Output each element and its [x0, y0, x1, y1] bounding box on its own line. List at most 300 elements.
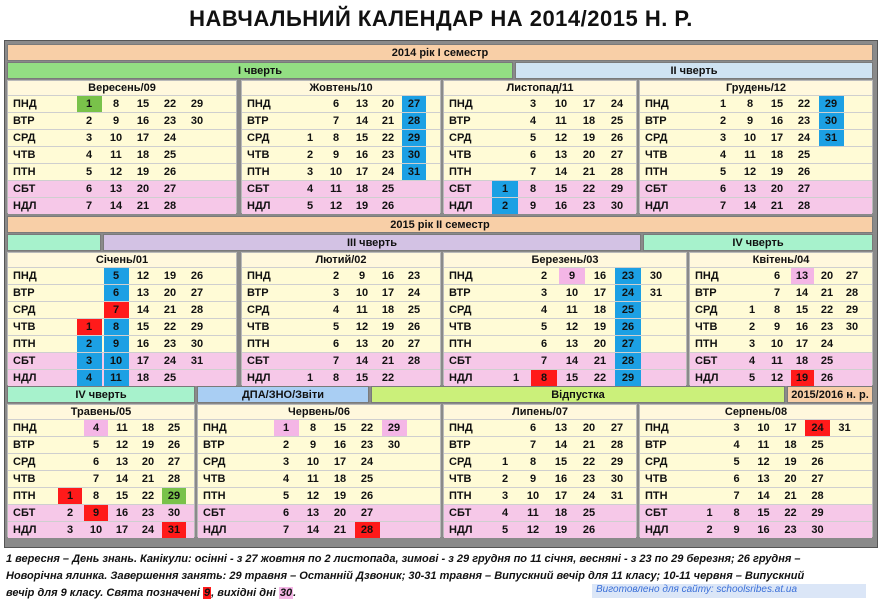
- month-block: [7, 80, 237, 213]
- date-cell: 27: [811, 473, 824, 485]
- date-cell: [697, 454, 722, 470]
- date-cell: [58, 471, 82, 487]
- date-cell: 11: [771, 355, 783, 367]
- week-day-row: [8, 163, 236, 180]
- date-cell: 1: [77, 96, 102, 112]
- date-cell: 19: [163, 270, 177, 282]
- date-cell: 23: [141, 507, 155, 519]
- day-label: НДЛ: [449, 200, 473, 212]
- date-cell: 26: [797, 166, 811, 178]
- date-cell: 21: [784, 490, 797, 502]
- q3-green-segment: [7, 234, 101, 251]
- quarter-1-bar: І чверть: [7, 62, 513, 79]
- date-cell: 7: [719, 200, 727, 212]
- week-day-row: [8, 95, 236, 112]
- date-cell: 27: [610, 422, 624, 434]
- date-cell: [382, 471, 407, 487]
- date-cell: 22: [163, 321, 177, 333]
- date-cell: [77, 268, 102, 284]
- date-cell: 10: [306, 456, 320, 468]
- day-label: ПНД: [13, 422, 37, 434]
- date-cell: 20: [820, 270, 834, 282]
- date-cell: 21: [582, 166, 596, 178]
- day-label: СБТ: [645, 183, 668, 195]
- date-cell: 10: [743, 132, 757, 144]
- day-label: ЧТВ: [695, 321, 718, 333]
- date-cell: 28: [615, 353, 641, 369]
- date-cell: 2: [306, 149, 314, 161]
- date-cell: 20: [381, 338, 395, 350]
- week-day-row: [640, 146, 872, 163]
- day-label: СРД: [449, 456, 472, 468]
- date-cell: 8: [746, 98, 754, 110]
- date-cell: 21: [333, 524, 347, 536]
- date-cell: 6: [92, 456, 100, 468]
- date-cell: 11: [330, 183, 342, 195]
- date-cell: 29: [190, 321, 204, 333]
- week-day-row: [640, 112, 872, 129]
- date-cell: [503, 319, 529, 335]
- date-cell: 16: [554, 473, 568, 485]
- day-label: ЧТВ: [13, 473, 36, 485]
- date-cell: [185, 147, 210, 163]
- week-day-row: [640, 436, 872, 453]
- week-day-row: [198, 419, 440, 436]
- date-cell: 23: [615, 268, 641, 284]
- date-cell: 18: [381, 304, 395, 316]
- semester-1-bar: 2014 рік І семестр: [7, 44, 873, 61]
- day-label: ПНД: [645, 98, 669, 110]
- date-cell: 19: [141, 439, 155, 451]
- week-day-row: [8, 352, 236, 369]
- date-cell: 18: [333, 473, 347, 485]
- date-cell: 10: [526, 490, 540, 502]
- date-cell: 26: [163, 166, 177, 178]
- date-cell: 23: [582, 200, 596, 212]
- date-cell: 16: [381, 270, 395, 282]
- date-cell: [382, 522, 407, 538]
- week-day-row: [444, 470, 636, 487]
- date-cell: 23: [163, 338, 177, 350]
- date-cell: 5: [282, 490, 290, 502]
- date-cell: 12: [329, 200, 343, 212]
- date-cell: 22: [784, 507, 797, 519]
- day-label: СБТ: [13, 355, 36, 367]
- date-cell: 12: [757, 456, 770, 468]
- date-cell: 29: [610, 456, 624, 468]
- quarter-4-bar-second: ІV чверть: [7, 386, 195, 403]
- date-cell: 31: [838, 422, 851, 434]
- date-cell: 11: [307, 473, 319, 485]
- week-day-row: [8, 335, 236, 352]
- date-cell: 3: [719, 132, 727, 144]
- date-cell: 12: [355, 321, 369, 333]
- date-cell: 19: [770, 166, 784, 178]
- date-cell: 30: [190, 115, 204, 127]
- day-label: СРД: [247, 304, 270, 316]
- date-cell: 10: [329, 166, 343, 178]
- date-cell: 20: [593, 338, 607, 350]
- date-cell: 15: [565, 372, 579, 384]
- date-cell: 26: [360, 490, 374, 502]
- date-cell: 17: [333, 456, 347, 468]
- date-cell: [832, 505, 857, 521]
- date-cell: 15: [355, 372, 369, 384]
- date-cell: 22: [797, 98, 811, 110]
- date-cell: 6: [719, 183, 727, 195]
- date-cell: 7: [773, 287, 781, 299]
- day-label: ПТН: [449, 166, 472, 178]
- day-label: ВТР: [449, 439, 471, 451]
- date-cell: 10: [770, 338, 784, 350]
- date-cell: 3: [501, 490, 509, 502]
- date-cell: 28: [845, 287, 859, 299]
- date-cell: 9: [733, 524, 740, 536]
- date-cell: 9: [104, 336, 129, 352]
- date-cell: 2: [540, 270, 548, 282]
- date-cell: 7: [529, 166, 537, 178]
- date-cell: [492, 437, 518, 453]
- date-cell: 4: [501, 507, 509, 519]
- date-cell: 24: [141, 524, 155, 536]
- date-cell: 3: [85, 132, 93, 144]
- date-cell: 31: [190, 355, 204, 367]
- date-cell: 17: [795, 338, 809, 350]
- date-cell: 13: [109, 183, 123, 195]
- date-cell: 24: [582, 490, 596, 502]
- date-cell: 30: [387, 439, 401, 451]
- date-cell: 14: [565, 355, 579, 367]
- date-cell: 30: [819, 113, 844, 129]
- date-cell: 28: [355, 522, 380, 538]
- date-cell: 30: [845, 321, 859, 333]
- week-day-row: [242, 301, 440, 318]
- date-cell: 30: [649, 270, 663, 282]
- day-label: СРД: [13, 304, 36, 316]
- day-label: ЧТВ: [645, 473, 668, 485]
- date-cell: 28: [610, 439, 624, 451]
- week-day-row: [198, 453, 440, 470]
- date-cell: 27: [360, 507, 374, 519]
- week-day-row: [444, 335, 686, 352]
- date-cell: 21: [770, 200, 784, 212]
- date-cell: 9: [112, 115, 120, 127]
- date-cell: 1: [492, 181, 518, 197]
- date-cell: 25: [167, 422, 181, 434]
- date-cell: 19: [333, 490, 347, 502]
- date-cell: 24: [163, 355, 177, 367]
- date-cell: [58, 420, 82, 436]
- week-day-row: [690, 369, 872, 386]
- day-off-sample: 30: [279, 587, 293, 599]
- day-label: ПТН: [449, 490, 472, 502]
- date-cell: 12: [565, 321, 579, 333]
- week-day-row: [8, 487, 194, 504]
- semester-2-bar: 2015 рік ІІ семестр: [7, 216, 873, 233]
- month-block: [443, 404, 637, 537]
- day-label: ПНД: [695, 270, 719, 282]
- date-cell: 11: [527, 507, 539, 519]
- date-cell: 15: [136, 321, 150, 333]
- date-cell: 10: [109, 132, 123, 144]
- week-day-row: [444, 352, 686, 369]
- date-cell: 12: [109, 166, 123, 178]
- date-cell: [492, 147, 518, 163]
- week-day-row: [8, 284, 236, 301]
- date-cell: 23: [784, 524, 797, 536]
- date-cell: 9: [309, 439, 317, 451]
- date-cell: 20: [582, 422, 596, 434]
- date-cell: 3: [733, 422, 740, 434]
- month-title: Вересень/09: [88, 82, 156, 94]
- date-cell: 13: [554, 149, 568, 161]
- date-cell: 20: [784, 473, 797, 485]
- month-title: Грудень/12: [725, 82, 787, 94]
- week-day-row: [8, 470, 194, 487]
- date-cell: 28: [610, 166, 624, 178]
- date-cell: 3: [748, 338, 756, 350]
- date-cell: 28: [811, 490, 824, 502]
- date-cell: 31: [610, 490, 624, 502]
- date-cell: 17: [136, 355, 150, 367]
- month-title: Січень/01: [95, 254, 149, 266]
- month-block: [639, 80, 873, 213]
- notes-line-1: 1 вересня – День знань. Канікули: осінні - з 27 жовтня по 2 листопада, зимові - з 29 грудня по 11 січня, весняні - з 23 по 29 березня; 26 грудня –: [6, 553, 801, 565]
- date-cell: 8: [529, 456, 537, 468]
- week-day-row: [8, 504, 194, 521]
- date-cell: 29: [402, 130, 426, 146]
- date-cell: 15: [333, 422, 347, 434]
- date-cell: 24: [381, 166, 395, 178]
- week-day-row: [242, 180, 440, 197]
- date-cell: 5: [540, 321, 548, 333]
- month-block: [197, 404, 441, 537]
- month-title: Лютий/02: [315, 254, 367, 266]
- date-cell: 19: [554, 524, 568, 536]
- week-day-row: [690, 352, 872, 369]
- date-cell: 3: [332, 287, 340, 299]
- date-cell: 15: [136, 98, 150, 110]
- week-day-row: [8, 521, 194, 538]
- week-day-row: [8, 146, 236, 163]
- date-cell: 16: [795, 321, 809, 333]
- week-day-row: [8, 197, 236, 214]
- date-cell: 13: [355, 98, 369, 110]
- week-day-row: [444, 180, 636, 197]
- week-day-row: [640, 129, 872, 146]
- date-cell: 14: [743, 200, 757, 212]
- day-label: ВТР: [645, 115, 667, 127]
- week-day-row: [444, 129, 636, 146]
- day-label: НДЛ: [13, 524, 37, 536]
- date-cell: 2: [77, 336, 102, 352]
- date-cell: 8: [104, 319, 129, 335]
- date-cell: 6: [104, 285, 129, 301]
- day-label: СРД: [449, 132, 472, 144]
- date-cell: 1: [719, 98, 727, 110]
- date-cell: 3: [282, 456, 290, 468]
- date-cell: 1: [706, 507, 713, 519]
- week-day-row: [444, 318, 686, 335]
- date-cell: 2: [492, 198, 518, 214]
- date-cell: 9: [529, 473, 537, 485]
- week-day-row: [242, 335, 440, 352]
- date-cell: 8: [531, 370, 557, 386]
- date-cell: 11: [110, 149, 122, 161]
- day-label: ПНД: [13, 98, 37, 110]
- month-block: [241, 252, 441, 385]
- date-cell: 6: [773, 270, 781, 282]
- date-cell: 25: [163, 149, 177, 161]
- week-day-row: [242, 112, 440, 129]
- date-cell: 25: [797, 149, 811, 161]
- date-cell: 29: [162, 488, 186, 504]
- date-cell: [492, 420, 518, 436]
- date-cell: 6: [529, 422, 537, 434]
- date-cell: 23: [797, 115, 811, 127]
- date-cell: 29: [190, 98, 204, 110]
- date-cell: [832, 437, 857, 453]
- date-cell: [643, 336, 669, 352]
- date-cell: 11: [116, 422, 128, 434]
- date-cell: 18: [141, 422, 155, 434]
- date-cell: 16: [593, 270, 607, 282]
- day-label: СРД: [645, 456, 668, 468]
- date-cell: 4: [306, 183, 314, 195]
- date-cell: 26: [582, 524, 596, 536]
- date-cell: 29: [382, 420, 407, 436]
- date-cell: [298, 336, 322, 352]
- date-cell: 10: [554, 98, 568, 110]
- credit-link[interactable]: Виготовлено для сайту: schoolsribes.at.ua: [592, 584, 866, 598]
- date-cell: 2: [719, 115, 727, 127]
- date-cell: 7: [540, 355, 548, 367]
- month-block: [241, 80, 441, 213]
- date-cell: 6: [733, 473, 740, 485]
- date-cell: 25: [407, 304, 421, 316]
- date-cell: 7: [332, 115, 340, 127]
- week-day-row: [444, 436, 636, 453]
- notes-line-3-mid: , вихідні дні: [211, 587, 279, 599]
- date-cell: 20: [770, 183, 784, 195]
- day-label: СРД: [645, 132, 668, 144]
- date-cell: 14: [109, 200, 123, 212]
- week-day-row: [198, 521, 440, 538]
- date-cell: [298, 353, 322, 369]
- date-cell: 27: [163, 183, 177, 195]
- date-cell: 24: [163, 132, 177, 144]
- date-cell: 26: [615, 319, 641, 335]
- date-cell: 8: [733, 507, 740, 519]
- month-title: Червень/06: [288, 406, 350, 418]
- date-cell: 19: [593, 321, 607, 333]
- date-cell: [643, 370, 669, 386]
- week-day-row: [198, 487, 440, 504]
- day-label: ПТН: [203, 490, 226, 502]
- day-label: ВТР: [695, 287, 717, 299]
- date-cell: 27: [167, 456, 181, 468]
- date-cell: 19: [136, 166, 150, 178]
- date-cell: 8: [112, 98, 120, 110]
- week-day-row: [8, 369, 236, 386]
- day-label: ПНД: [247, 270, 271, 282]
- week-day-row: [640, 453, 872, 470]
- week-day-row: [242, 129, 440, 146]
- week-day-row: [8, 112, 236, 129]
- date-cell: [697, 471, 722, 487]
- date-cell: 30: [811, 524, 824, 536]
- date-cell: 31: [819, 130, 844, 146]
- date-cell: 10: [355, 287, 369, 299]
- date-cell: 17: [115, 524, 129, 536]
- date-cell: [298, 113, 322, 129]
- date-cell: 27: [407, 338, 421, 350]
- date-cell: 1: [512, 372, 520, 384]
- date-cell: [503, 268, 529, 284]
- date-cell: 22: [593, 372, 607, 384]
- dpa-zno-bar: ДПА/ЗНО/Звіти: [197, 386, 369, 403]
- date-cell: 4: [529, 115, 537, 127]
- date-cell: 4: [748, 355, 756, 367]
- date-cell: 17: [136, 132, 150, 144]
- date-cell: [819, 147, 844, 163]
- date-cell: 16: [355, 149, 369, 161]
- date-cell: [492, 113, 518, 129]
- quarter-3-bar: ІІІ чверть: [103, 234, 641, 251]
- date-cell: [643, 302, 669, 318]
- date-cell: 28: [190, 304, 204, 316]
- date-cell: [298, 302, 322, 318]
- week-day-row: [8, 436, 194, 453]
- date-cell: 13: [136, 287, 150, 299]
- date-cell: 24: [360, 456, 374, 468]
- month-title: Травень/05: [70, 406, 132, 418]
- date-cell: 19: [381, 321, 395, 333]
- week-day-row: [242, 197, 440, 214]
- date-cell: 8: [309, 422, 317, 434]
- day-label: СБТ: [247, 355, 270, 367]
- date-cell: 8: [529, 183, 537, 195]
- week-day-row: [640, 487, 872, 504]
- date-cell: 15: [795, 304, 809, 316]
- date-cell: 18: [355, 183, 369, 195]
- date-cell: 6: [332, 338, 340, 350]
- day-label: ВТР: [449, 115, 471, 127]
- day-label: ВТР: [13, 439, 35, 451]
- date-cell: 26: [407, 321, 421, 333]
- date-cell: 13: [115, 456, 129, 468]
- week-day-row: [198, 504, 440, 521]
- week-day-row: [242, 95, 440, 112]
- date-cell: 12: [115, 439, 129, 451]
- day-label: ПНД: [449, 98, 473, 110]
- date-cell: 30: [610, 473, 624, 485]
- day-label: ВТР: [13, 115, 35, 127]
- date-cell: 23: [407, 270, 421, 282]
- date-cell: 1: [58, 488, 82, 504]
- date-cell: 25: [615, 302, 641, 318]
- date-cell: 21: [820, 287, 834, 299]
- day-label: НДЛ: [203, 524, 227, 536]
- date-cell: 2: [748, 321, 756, 333]
- date-cell: 26: [381, 200, 395, 212]
- day-label: СБТ: [695, 355, 718, 367]
- day-label: СРД: [203, 456, 226, 468]
- date-cell: 18: [795, 355, 809, 367]
- date-cell: 21: [381, 355, 395, 367]
- date-cell: 6: [332, 98, 340, 110]
- date-cell: 15: [757, 507, 770, 519]
